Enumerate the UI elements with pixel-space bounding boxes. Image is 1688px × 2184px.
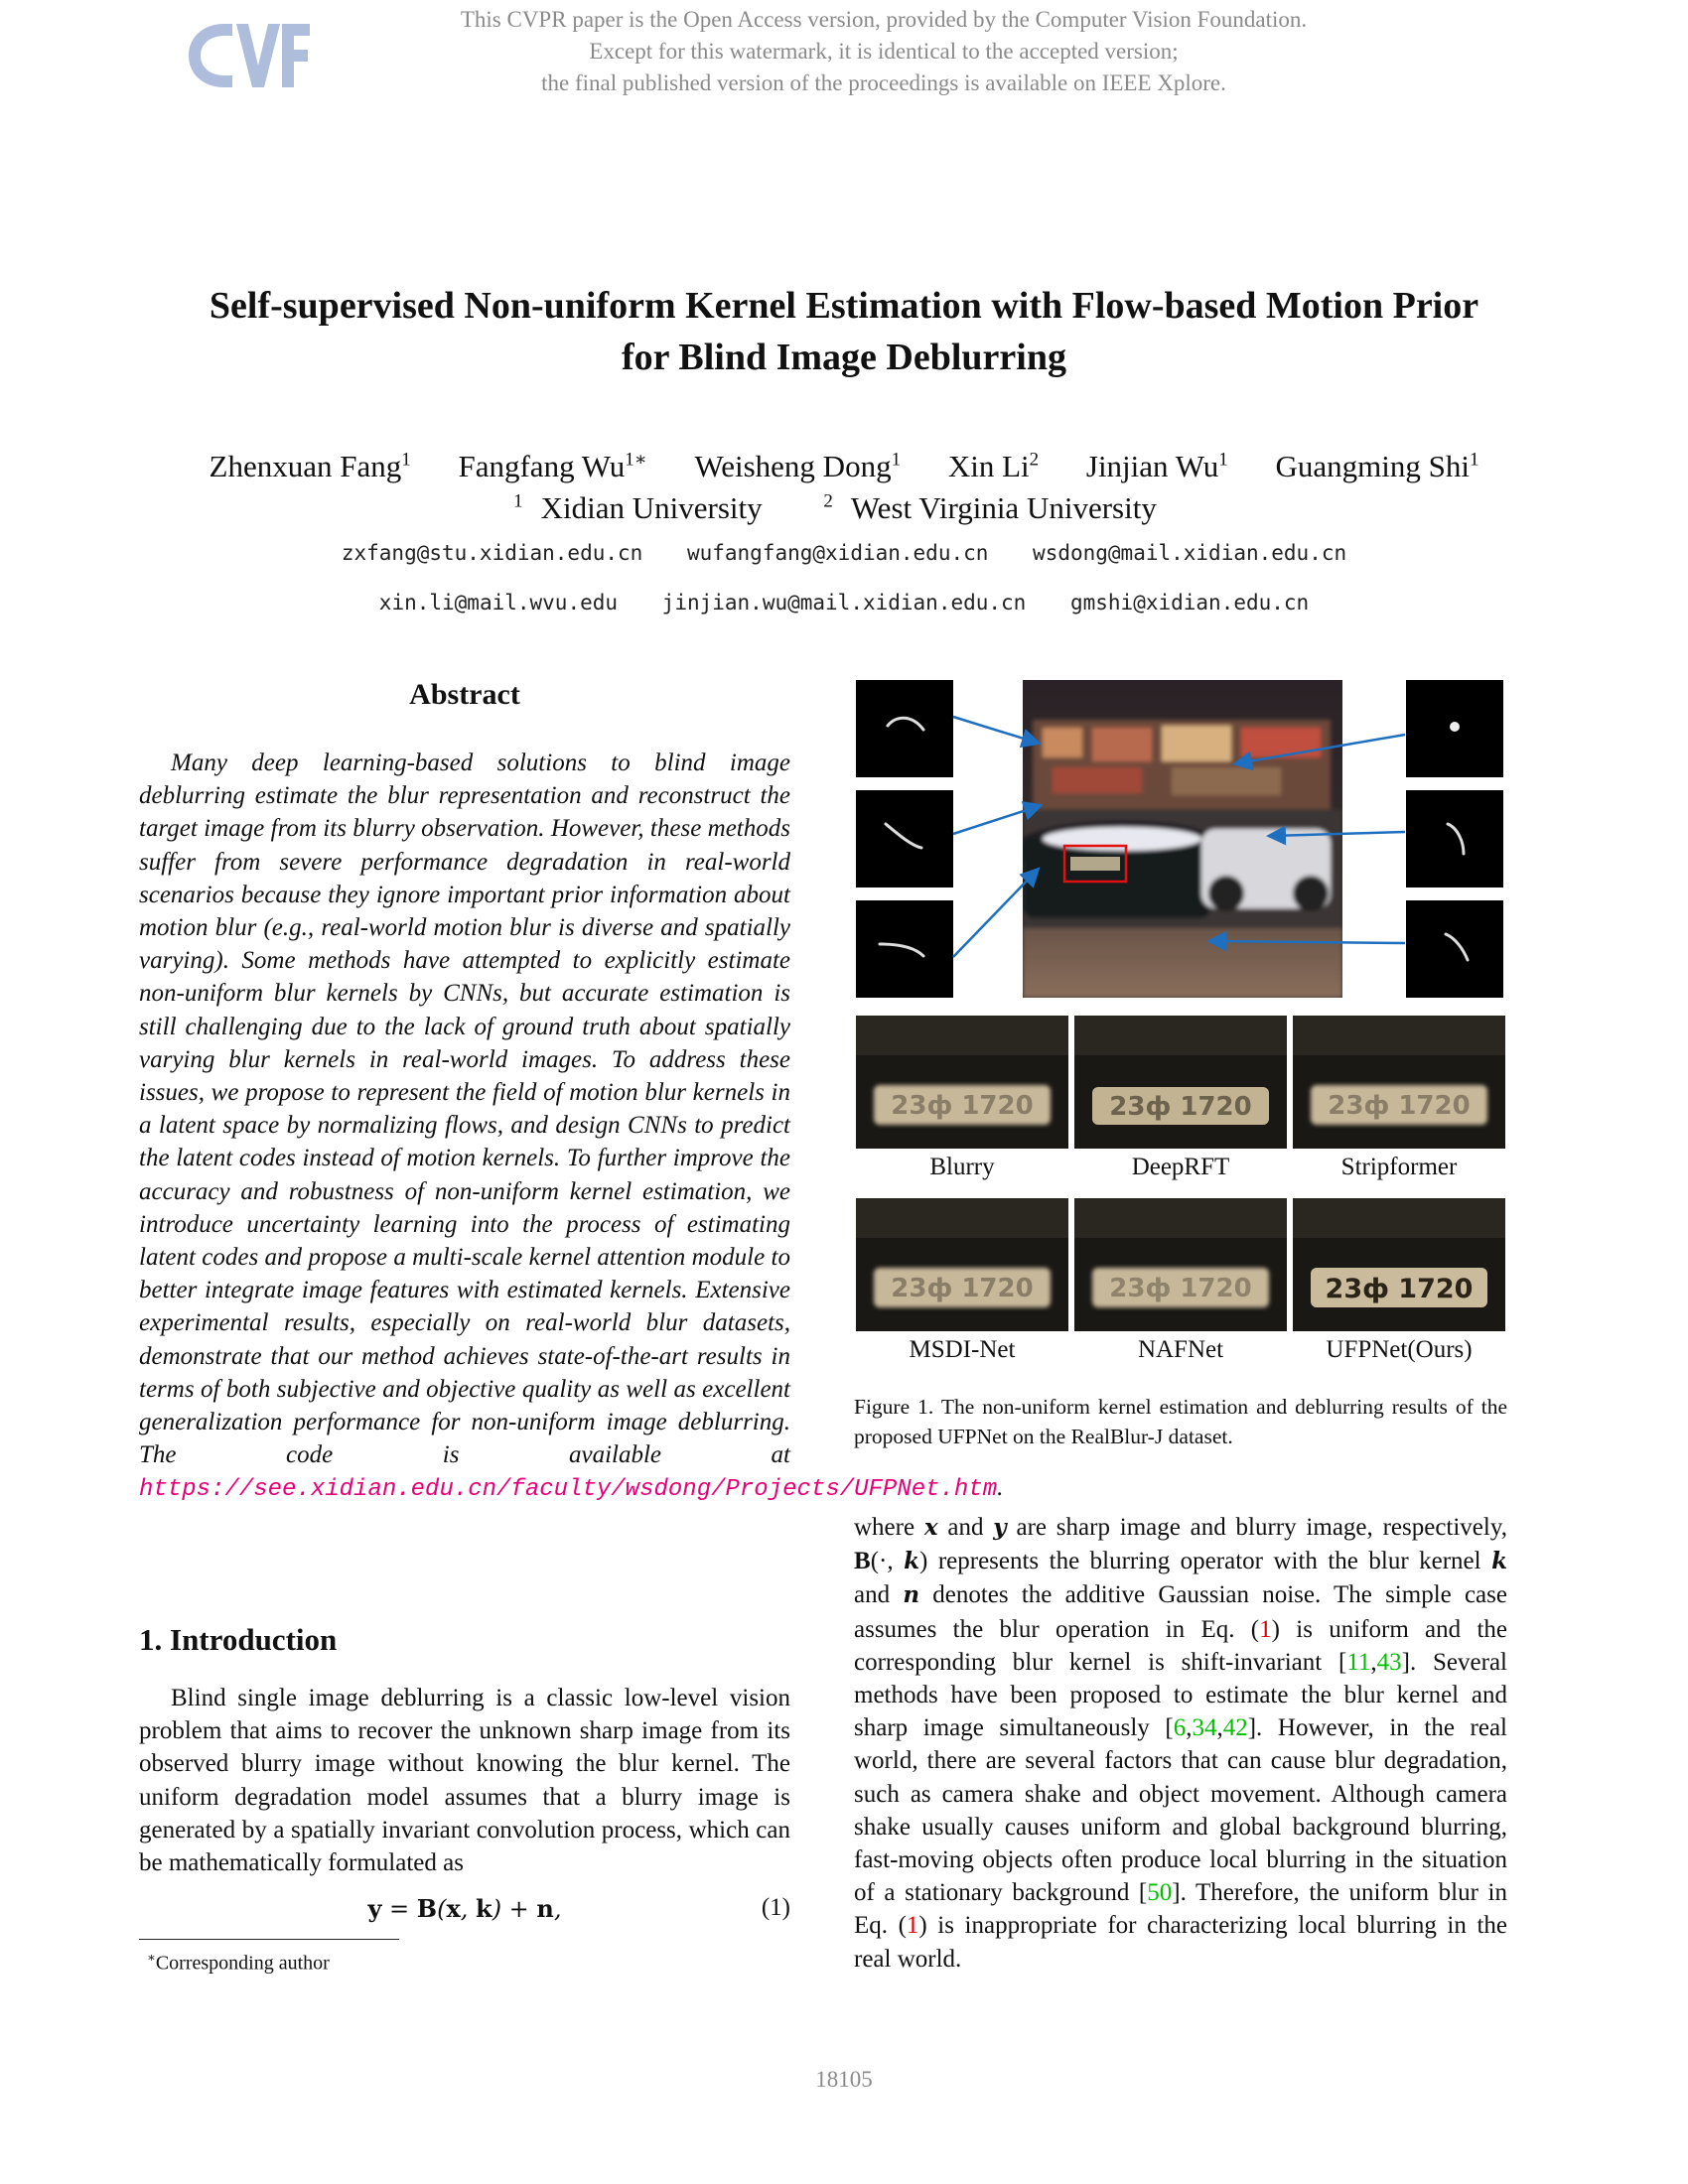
author: Zhenxuan Fang$^1$ xyxy=(209,449,411,484)
paper-title: Self-supervised Non-uniform Kernel Estimation with Flow-based Motion Prior for Blind Image Deblurring xyxy=(209,285,1479,378)
affiliation: $^2$ West Virginia University xyxy=(823,490,1157,526)
plate-crop-image xyxy=(1293,1198,1505,1331)
citation[interactable]: 34 xyxy=(1192,1714,1217,1742)
equation-ref[interactable]: 1 xyxy=(1259,1615,1272,1643)
kernel-arrows xyxy=(854,679,1509,1007)
watermark-line: This CVPR paper is the Open Access version, provided by the Computer Vision Foundation. xyxy=(460,7,1308,32)
email[interactable]: zxfang@stu.xidian.edu.cn xyxy=(341,541,643,565)
plate-text: 23ф 1720 xyxy=(891,1274,1034,1303)
email[interactable]: wsdong@mail.xidian.edu.cn xyxy=(1033,541,1347,565)
figure-label: DeepRFT xyxy=(1131,1154,1230,1180)
equation-1 xyxy=(139,1894,790,1934)
figure-label: NAFNet xyxy=(1137,1336,1224,1363)
plate-text: 23ф 1720 xyxy=(1109,1274,1252,1303)
plate-crop-image xyxy=(1293,1016,1505,1149)
citation[interactable]: 50 xyxy=(1147,1879,1173,1907)
figure-caption: Figure 1. The non-uniform kernel estimation and deblurring results of the proposed UFPNet on the RealBlur-J dataset. xyxy=(854,1395,1507,1448)
plate-crop-image xyxy=(1074,1016,1287,1149)
citation[interactable]: 42 xyxy=(1222,1714,1248,1742)
email[interactable]: xin.li@mail.wvu.edu xyxy=(378,591,619,614)
cvf-logo xyxy=(181,14,312,97)
plate-crop-image xyxy=(1074,1198,1287,1331)
email[interactable]: gmshi@xidian.edu.cn xyxy=(1069,591,1310,614)
figure-label: Blurry xyxy=(929,1154,995,1180)
author: Weisheng Dong$^1$ xyxy=(694,449,902,484)
footnote: ∗Corresponding author xyxy=(147,1950,330,1975)
plate-text: 23ф 1720 xyxy=(1109,1092,1252,1122)
affiliations xyxy=(119,482,1569,528)
section-heading-introduction: 1. Introduction xyxy=(139,1622,338,1657)
watermark-line: Except for this watermark, it is identical to the accepted version; xyxy=(589,39,1179,64)
figure-label: MSDI-Net xyxy=(909,1336,1016,1363)
citation[interactable]: 43 xyxy=(1376,1648,1402,1676)
abstract-heading: Abstract xyxy=(409,678,520,711)
page-number: 18105 xyxy=(815,2067,873,2092)
equation-body: y = B(x, k) + n, xyxy=(367,1894,562,1923)
equation-ref[interactable]: 1 xyxy=(906,1912,919,1940)
right-column-paragraph: where x and y are sharp image and blurry image, respectively, B(·, k) represents the blurring operator with the blur kernel k and n denotes the additive Gaussian noise. The simple case assumes the blur operation in Eq. (1) is uniform and the corresponding blur kernel is shift-invariant [11,43]. Several methods have been proposed to estimate the blur kernel and sharp image simultaneously [6,34,42]. However, in the real world, there are several factors that can cause blur degradation, such as camera shake and object movement. Although camera shake usually causes uniform and global background blurring, fast-moving objects often produce local blurring in the situation of a stationary background [50]. Therefore, the uniform blur in Eq. (1) is inappropriate for characterizing local blurring in the real world. xyxy=(854,1514,1508,1973)
email[interactable]: wufangfang@xidian.edu.cn xyxy=(686,541,989,565)
affiliation: $^1$ Xidian University xyxy=(513,490,763,526)
figure-label: UFPNet(Ours) xyxy=(1326,1336,1473,1363)
citation[interactable]: 6 xyxy=(1173,1714,1187,1742)
watermark xyxy=(357,4,1410,99)
author-list xyxy=(119,441,1569,486)
introduction-text: Blind single image deblurring is a classic low-level vision problem that aims to recover the unknown sharp image from its observed blurry image without knowing the blur kernel. The uniform degradation model assumes that a blurry image is generated by a spatially invariant convolution process, which can be mathematically formulated as xyxy=(139,1685,790,1877)
plate-text: 23ф 1720 xyxy=(1325,1274,1474,1304)
footnote-rule xyxy=(139,1939,399,1940)
author: Jinjian Wu$^1$ xyxy=(1085,449,1228,484)
plate-crop-image xyxy=(856,1198,1068,1331)
abstract-text: Many deep learning-based solutions to blind image deblurring estimate the blur representation and reconstruct the target image from its blurry observation. However, these methods suffer from severe performance degradation in real-world scenarios because they ignore important prior information about motion blur (e.g., real-world motion blur is diverse and spatially varying). Some methods have attempted to explicitly estimate non-uniform blur kernels by CNNs, but accurate estimation is still challenging due to the lack of ground truth about spatially varying blur kernels in real-world images. To address these issues, we propose to represent the field of motion blur kernels in a latent space by normalizing flows, and design CNNs to predict the latent codes instead of motion kernels. To further improve the accuracy and robustness of non-uniform kernel estimation, we introduce uncertainty learning into the process of estimating latent codes and propose a multi-scale kernel attention module to better integrate image features with estimated kernels. Extensive experimental results, especially on real-world blur datasets, demonstrate that our method achieves state-of-the-art results in terms of both subjective and objective quality as well as excellent generalization performance for non-uniform image deblurring. The code is available at https://see.xidian.edu.cn/faculty/wsdong/Projects/UFPNet.htm. xyxy=(139,750,1004,1504)
citation[interactable]: 11 xyxy=(1346,1648,1371,1676)
plate-crop-image xyxy=(856,1016,1068,1149)
author: Guangming Shi$^1$ xyxy=(1275,449,1479,484)
plate-text: 23ф 1720 xyxy=(891,1091,1034,1121)
email[interactable]: jinjian.wu@mail.xidian.edu.cn xyxy=(661,591,1027,614)
code-link[interactable]: https://see.xidian.edu.cn/faculty/wsdong/Projects/UFPNet.htm xyxy=(139,1476,998,1504)
equation-number: (1) xyxy=(761,1894,790,1921)
watermark-line: the final published version of the proceedings is available on IEEE Xplore. xyxy=(541,70,1226,95)
figure-1 xyxy=(854,679,1509,1374)
author: Fangfang $Wu^{1∗}$ xyxy=(458,449,647,484)
email-block xyxy=(119,528,1569,627)
author: Xin Li$^2$ xyxy=(947,449,1040,484)
plate-text: 23ф 1720 xyxy=(1328,1091,1471,1121)
figure-label: Stripformer xyxy=(1340,1154,1458,1180)
